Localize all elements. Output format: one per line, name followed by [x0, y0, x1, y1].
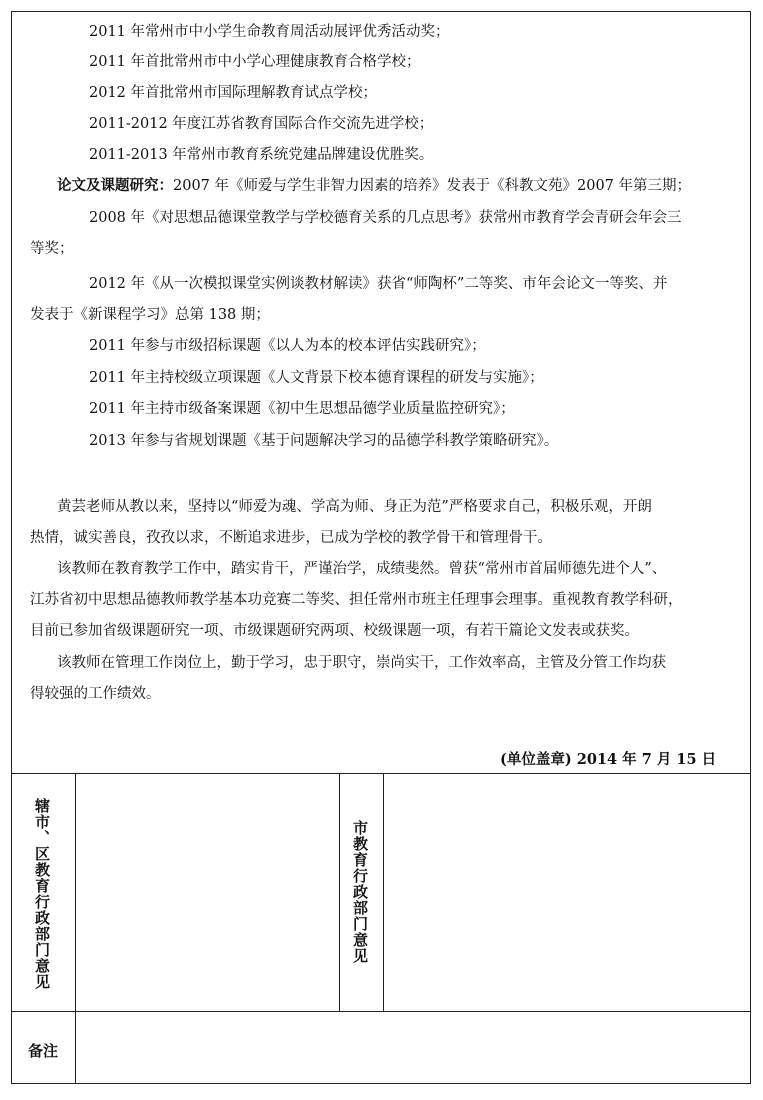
evaluation-line-1: 黄芸老师从教以来，坚持以“师爱为魂、学高为师、身正为范”严格要求自己，积极乐观，开朗 [57, 499, 652, 515]
district-opinion-cell[interactable] [77, 775, 338, 1010]
label-column-divider [75, 773, 76, 1083]
evaluation-line-5: 目前已参加省级课题研究一项、市级课题研究两项、校级课题一项，有若干篇论文发表或获奖。 [30, 623, 639, 639]
honor-line-4: 2011-2012 年度江苏省教育国际合作交流先进学校； [89, 116, 434, 132]
district-opinion-label: 辖市、区教育行政部门意见 [33, 798, 51, 990]
honor-line-3: 2012 年首批常州市国际理解教育试点学校； [89, 85, 378, 101]
research-first-line [57, 176, 691, 196]
research-2008-line2: 等奖； [30, 241, 74, 257]
seal-date-line: (单位盖章) 2014 年 7 月 15 日 [500, 751, 717, 768]
research-2008-line1: 2008 年《对思想品德课堂教学与学校德育关系的几点思考》获常州市教育学会青研会年会三 [89, 210, 682, 226]
research-item-4: 2013 年参与省规划课题《基于问题解决学习的品德学科教学策略研究》。 [89, 433, 559, 449]
evaluation-line-4: 江苏省初中思想品德教师教学基本功竞赛二等奖、担任常州市班主任理事会理事。重视教育教学科研， [30, 592, 683, 608]
remark-cell[interactable] [77, 1013, 749, 1082]
form-frame [11, 11, 751, 1084]
honor-line-5: 2011-2013 年常州市教育系统党建品牌建设优胜奖。 [89, 147, 434, 163]
remark-row-border [12, 1011, 750, 1012]
research-2012-line1: 2012 年《从一次模拟课堂实例谈教材解读》获省“师陶杯”二等奖、市年会论文一等奖、并 [89, 276, 668, 292]
recommendation-content [12, 12, 752, 773]
table-top-border [12, 773, 750, 774]
research-heading: 论文及课题研究： [57, 177, 173, 194]
city-opinion-label: 市教育行政部门意见 [351, 820, 369, 964]
research-2007-item: 2007 年《师爱与学生非智力因素的培养》发表于《科教文苑》2007 年第三期； [173, 178, 692, 194]
honor-line-1: 2011 年常州市中小学生命教育周活动展评优秀活动奖； [89, 24, 450, 40]
mid-column-divider-left [339, 773, 340, 1011]
evaluation-line-7: 得较强的工作绩效。 [30, 686, 161, 702]
city-opinion-cell[interactable] [385, 775, 749, 1010]
evaluation-line-6: 该教师在管理工作岗位上，勤于学习，忠于职守，崇尚实干，工作效率高，主管及分管工作均获 [57, 655, 666, 671]
remark-label: 备注 [28, 1042, 59, 1060]
research-2012-line2: 发表于《新课程学习》总第 138 期； [30, 307, 270, 323]
research-item-3: 2011 年主持市级备案课题《初中生思想品德学业质量监控研究》； [89, 401, 515, 417]
mid-column-divider-right [383, 773, 384, 1011]
evaluation-line-2: 热情，诚实善良，孜孜以求，不断追求进步，已成为学校的教学骨干和管理骨干。 [30, 530, 552, 546]
research-item-2: 2011 年主持校级立项课题《人文背景下校本德育课程的研发与实施》； [89, 370, 544, 386]
honor-line-2: 2011 年首批常州市中小学心理健康教育合格学校； [89, 54, 421, 70]
research-item-1: 2011 年参与市级招标课题《以人为本的校本评估实践研究》； [89, 338, 486, 354]
evaluation-line-3: 该教师在教育教学工作中，踏实肯干，严谨治学，成绩斐然。曾获“常州市首届师德先进个人”、 [57, 561, 667, 577]
